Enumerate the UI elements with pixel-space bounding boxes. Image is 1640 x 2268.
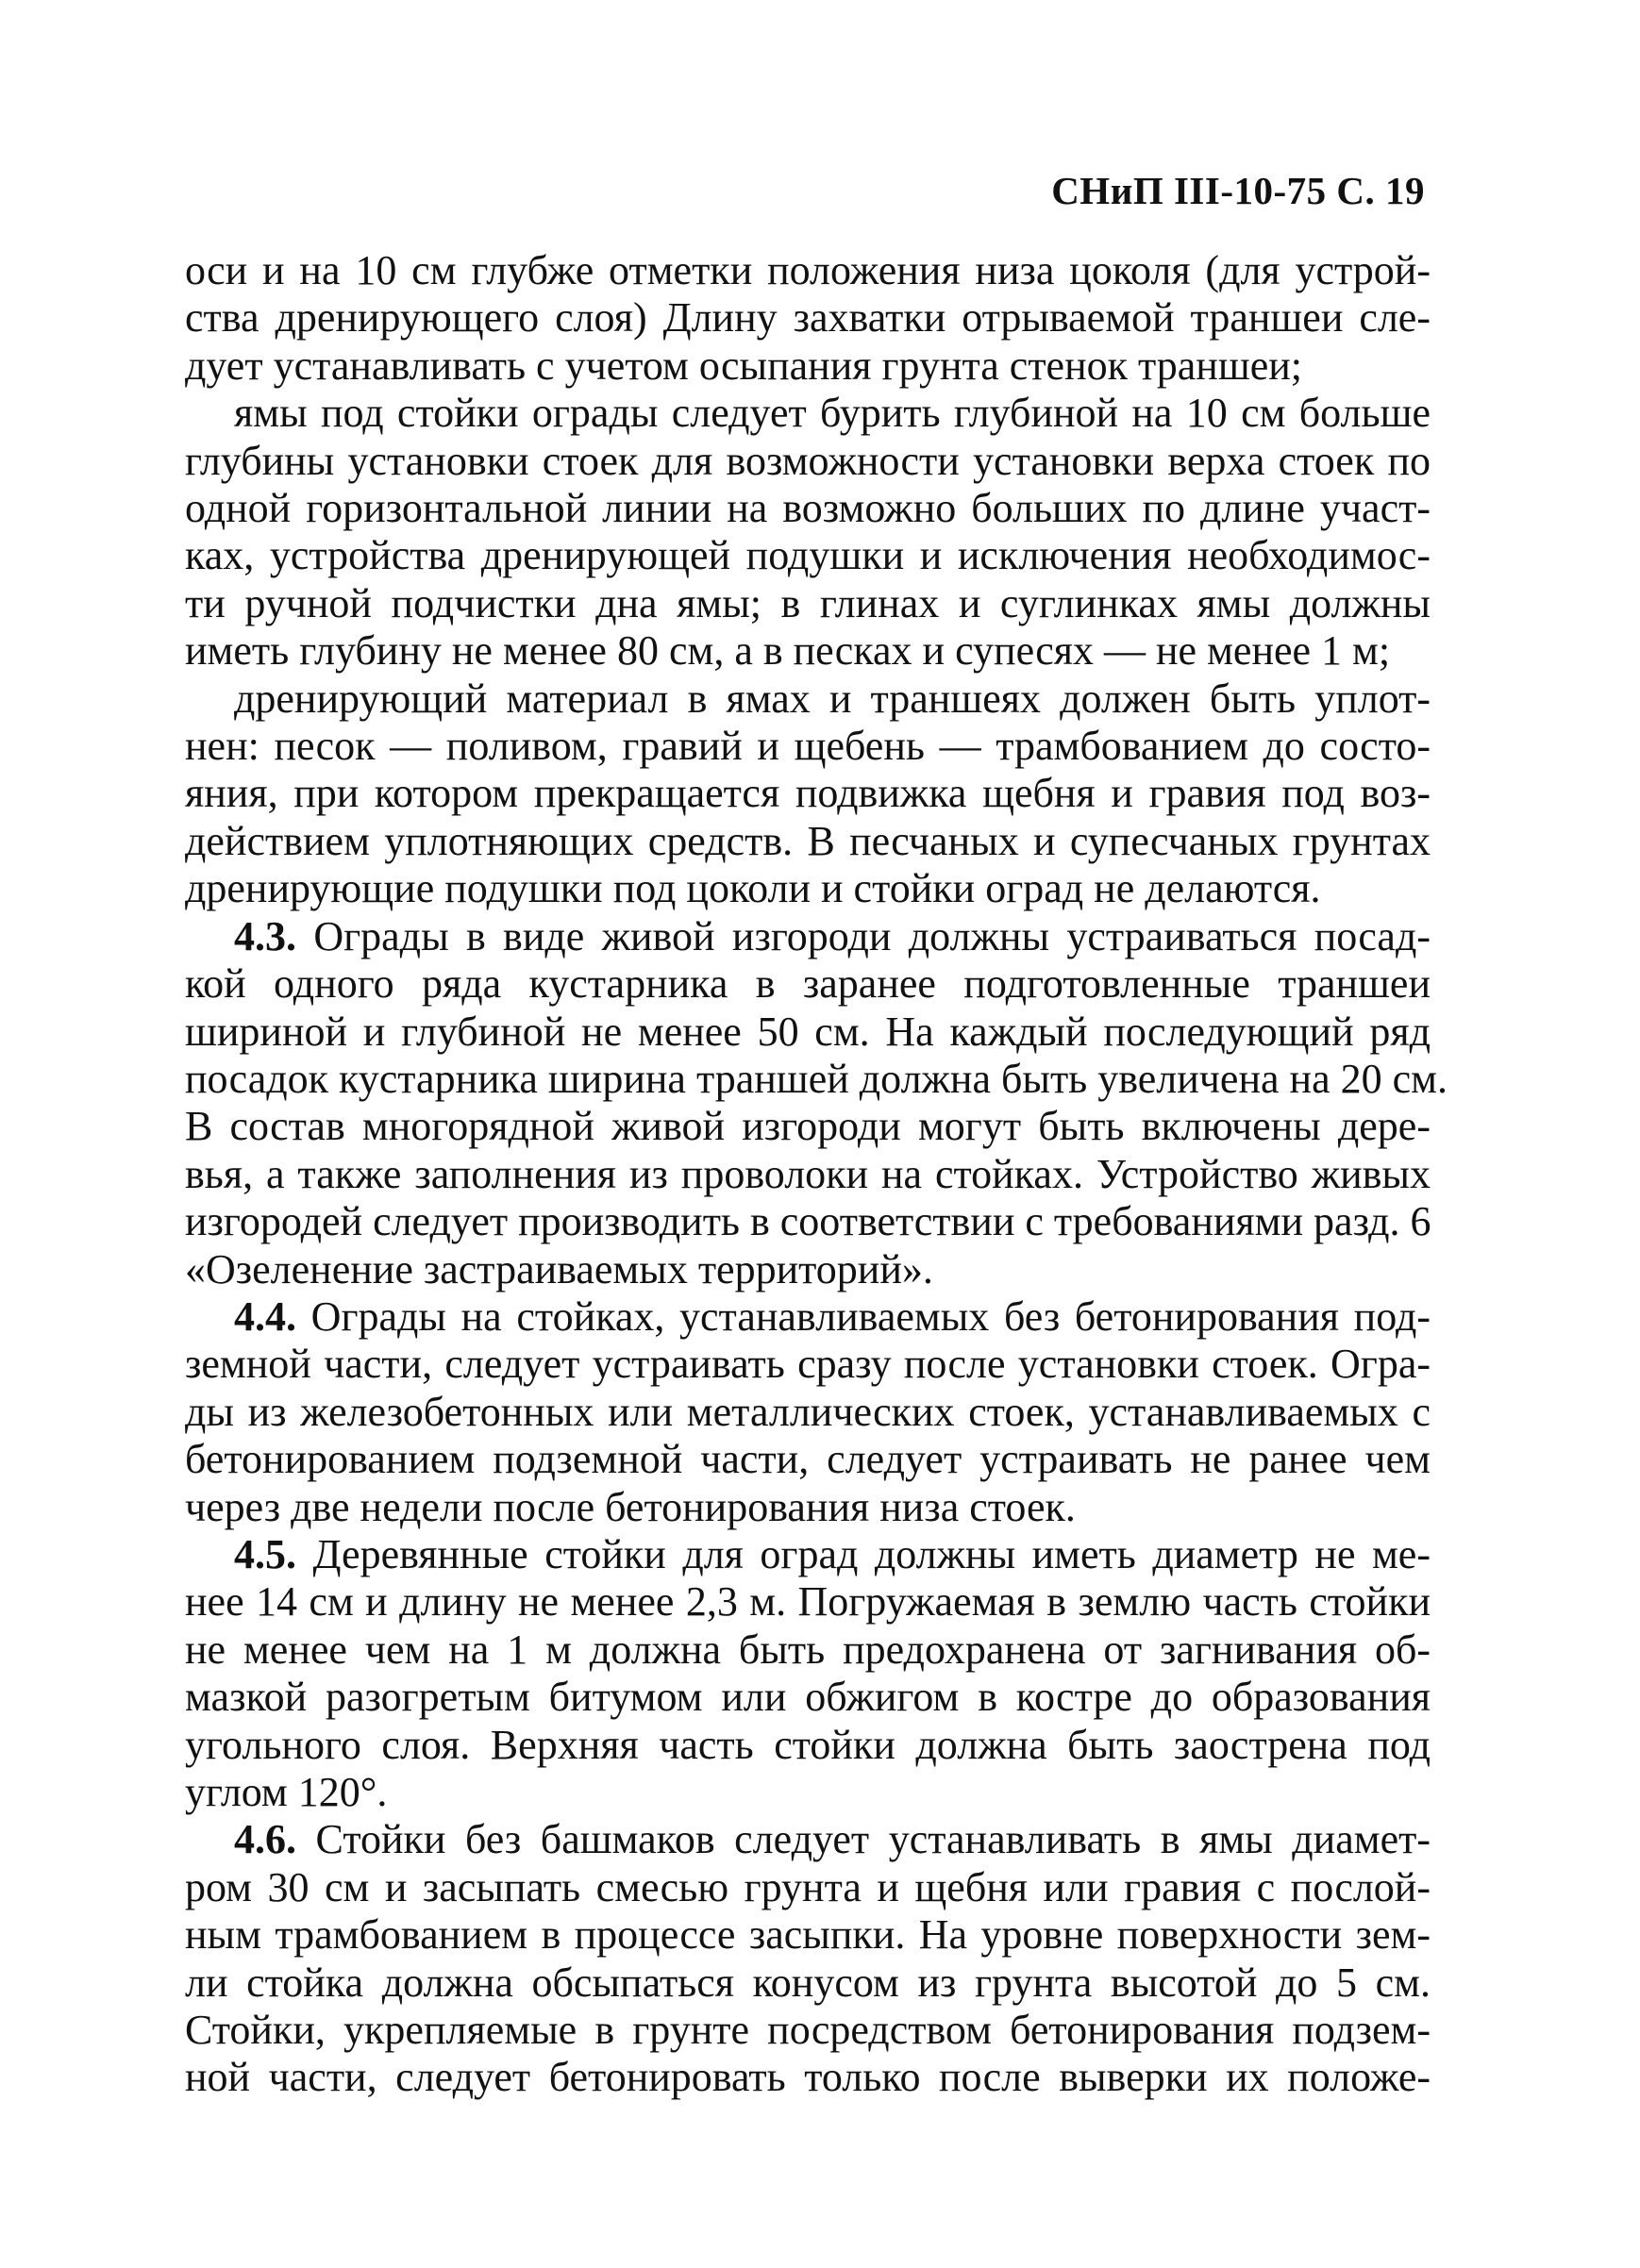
text-line: [185, 865, 1431, 912]
text-line: [185, 1151, 1431, 1198]
text-line: [185, 294, 1431, 342]
text-line: [185, 2007, 1431, 2054]
clause-number: 4.4.: [234, 1292, 296, 1340]
line-text: ства дренирующего слоя) Длину захватки отрываемой траншеи сле-: [185, 294, 1431, 342]
line-text: вья, а также заполнения из проволоки на стойках. Устройство живых: [185, 1150, 1431, 1197]
line-text: ным трамбованием в процессе засыпки. На уровне поверхности зем-: [185, 1911, 1431, 1959]
text-line: [185, 580, 1431, 627]
text-line: [185, 1009, 1431, 1056]
text-line: [185, 390, 1431, 437]
line-text: через две недели после бетонирования низа стоек.: [185, 1483, 1076, 1530]
text-line: [185, 1531, 1431, 1578]
text-line: [185, 247, 1431, 294]
text-line: [185, 1436, 1431, 1483]
line-text: В состав многорядной живой изгороди могут быть включены дере-: [185, 1103, 1431, 1150]
text-line: [185, 1959, 1431, 2007]
text-line: [185, 675, 1431, 723]
text-line: [185, 1055, 1448, 1103]
line-text: ром 30 см и засыпать смесью грунта и щебня или гравия с послой-: [185, 1863, 1431, 1910]
text-line: [185, 1626, 1431, 1674]
text-line: [185, 438, 1431, 485]
line-text: дренирующий материал в ямах и траншеях должен быть уплот-: [234, 675, 1431, 722]
line-text: «Озеленение застраиваемых территорий».: [185, 1245, 933, 1292]
line-text: земной части, следует устраивать сразу после установки стоек. Огра-: [185, 1341, 1431, 1388]
line-text: ках, устройства дренирующей подушки и исключения необходимос-: [185, 532, 1431, 579]
text-line: [185, 627, 1431, 675]
text-line: [185, 2054, 1431, 2101]
text-line: [185, 532, 1431, 579]
clause-number: 4.3.: [234, 912, 296, 959]
text-line: [185, 342, 1431, 390]
line-text: нее 14 см и длину не менее 2,3 м. Погружаемая в землю часть стойки: [185, 1578, 1431, 1626]
line-text: дренирующие подушки под цоколи и стойки оград не делаются.: [185, 865, 1321, 912]
page-header: СНиП III-10-75 С. 19: [1051, 169, 1425, 212]
line-text: Ограды на стойках, устанавливаемых без бетонирования под-: [296, 1292, 1431, 1340]
line-text: бетонированием подземной части, следует устраивать не ранее чем: [185, 1436, 1431, 1483]
text-line: [185, 1484, 1431, 1531]
text-line: [185, 1341, 1431, 1388]
line-text: действием уплотняющих средств. В песчаных и супесчаных грунтах: [185, 817, 1431, 864]
line-text: углом 120°.: [185, 1769, 388, 1815]
line-text: иметь глубину не менее 80 см, а в песках и супесях — не менее 1 м;: [185, 627, 1391, 675]
line-text: ти ручной подчистки дна ямы; в глинах и суглинках ямы должны: [185, 579, 1431, 626]
line-text: одной горизонтальной линии на возможно больших по длине участ-: [185, 485, 1431, 532]
text-line: [185, 1722, 1431, 1769]
text-line: [185, 1864, 1431, 1911]
body-text: [185, 247, 1448, 2102]
text-line: [185, 1578, 1431, 1626]
line-text: ли стойка должна обсыпаться конусом из грунта высотой до 5 см.: [185, 1959, 1431, 2006]
text-line: [185, 1198, 1431, 1245]
text-line: [185, 1246, 1431, 1293]
text-line: [185, 1816, 1431, 1863]
line-text: угольного слоя. Верхняя часть стойки должна быть заострена под: [185, 1721, 1431, 1768]
line-text: Ограды в виде живой изгороди должны устраиваться посад-: [296, 912, 1431, 959]
text-line: [185, 485, 1431, 532]
line-text: Стойки, укрепляемые в грунте посредством бетонирования подзем-: [185, 2007, 1431, 2054]
line-text: изгородей следует производить в соответствии с требованиями разд. 6: [185, 1198, 1431, 1245]
line-text: шириной и глубиной не менее 50 см. На каждый последующий ряд: [185, 1008, 1431, 1055]
text-line: [185, 1293, 1431, 1341]
text-line: [185, 913, 1431, 960]
line-text: кой одного ряда кустарника в заранее подготовленные траншеи: [185, 960, 1431, 1008]
line-text: оси и на 10 см глубже отметки положения низа цоколя (для устрой-: [185, 247, 1431, 293]
line-text: посадок кустарника ширина траншей должна быть увеличена на 20 см.: [185, 1055, 1448, 1102]
text-line: [185, 818, 1431, 865]
text-line: [185, 723, 1431, 770]
text-line: [185, 960, 1431, 1008]
line-text: ямы под стойки ограды следует бурить глубиной на 10 см больше: [234, 390, 1431, 437]
text-line: [185, 1769, 1431, 1816]
line-text: нен: песок — поливом, гравий и щебень — трамбованием до состо-: [185, 723, 1431, 770]
line-text: ной части, следует бетонировать только после выверки их положе-: [185, 2054, 1431, 2101]
text-line: [185, 770, 1431, 817]
text-line: [185, 1674, 1431, 1721]
text-line: [185, 1103, 1431, 1150]
line-text: мазкой разогретым битумом или обжигом в костре до образования: [185, 1674, 1431, 1721]
text-line: [185, 1911, 1431, 1959]
line-text: дует устанавливать с учетом осыпания грунта стенок траншеи;: [185, 342, 1303, 389]
line-text: не менее чем на 1 м должна быть предохранена от загнивания об-: [185, 1626, 1431, 1673]
line-text: Деревянные стойки для оград должны иметь диаметр не ме-: [296, 1530, 1431, 1577]
clause-number: 4.5.: [234, 1530, 296, 1577]
text-line: [185, 1389, 1431, 1436]
line-text: яния, при котором прекращается подвижка щебня и гравия под воз-: [185, 770, 1431, 817]
line-text: ды из железобетонных или металлических стоек, устанавливаемых с: [185, 1388, 1431, 1435]
clause-number: 4.6.: [234, 1816, 296, 1863]
line-text: глубины установки стоек для возможности установки верха стоек по: [185, 437, 1431, 484]
line-text: Стойки без башмаков следует устанавливать в ямы диамет-: [296, 1816, 1431, 1863]
